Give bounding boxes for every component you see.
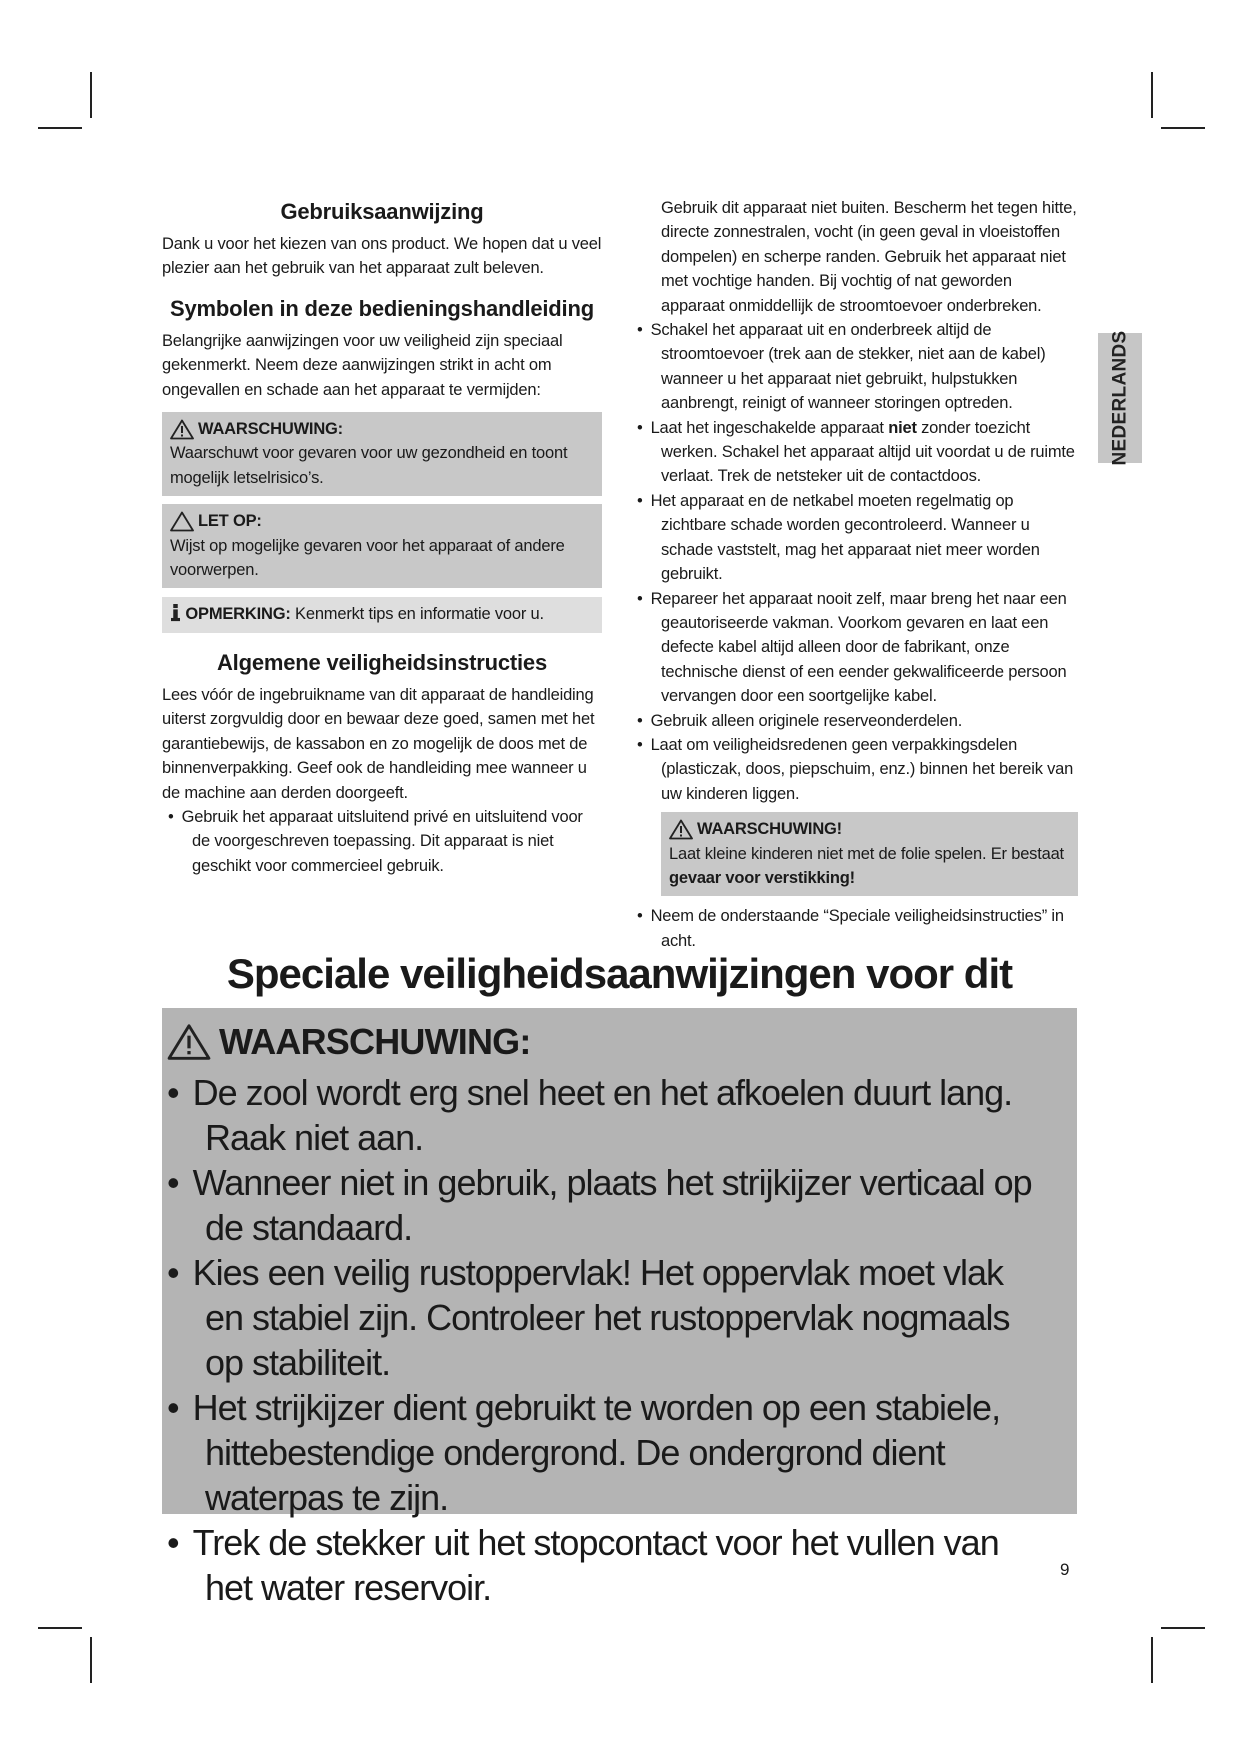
list-item: • Het apparaat en de netkabel moeten regelmatig op zichtbare schade worden gecontroleerd. Wanneer u schade vaststelt, mag het apparaat niet meer worden gebruikt. (631, 489, 1078, 587)
warning-box-right-text-bold: gevaar voor verstikking! (669, 868, 855, 887)
note-box-title: OPMERKING: (185, 605, 291, 624)
warning-triangle-icon (170, 511, 194, 532)
warning-box-title (170, 417, 594, 441)
heading-algemene: Algemene veiligheidsinstructies (216, 649, 548, 675)
language-tab-label: NEDERLANDS (1109, 330, 1131, 466)
special-warning-title-text: WAARSCHUWING: (219, 1021, 531, 1062)
crop-mark (1151, 1637, 1153, 1683)
warning-triangle-icon (167, 1023, 211, 1061)
caution-box-text: Wijst op mogelijke gevaren voor het apparaat of andere voorwerpen. (170, 536, 565, 580)
special-warning-title (167, 1016, 1047, 1068)
warning-box-right-title-text: WAARSCHUWING! (697, 820, 842, 839)
caution-box-title (170, 509, 594, 533)
list-item: • Het strijkijzer dient gebruikt te worden op een stabiele, hittebestendige ondergrond. De ondergrond dient waterpas te zijn. (167, 1385, 1047, 1520)
note-box-text: Kenmerkt tips en informatie voor u. (295, 605, 544, 624)
heading-symbolen: Symbolen in deze bedieningshandleiding (170, 295, 594, 321)
warning-box-right-text (669, 842, 1070, 891)
special-title: Speciale veiligheidsaanwijzingen voor dit (226, 950, 1013, 997)
crop-mark (38, 127, 82, 129)
warning-box-text: Waarschuwt voor gevaren voor uw gezondheid en toont mogelijk letselrisico’s. (170, 444, 568, 487)
special-warning-box (162, 1008, 1077, 1608)
warning-box-right (661, 812, 1078, 896)
left-bullet-list (162, 805, 602, 878)
right-column (631, 196, 1078, 953)
crop-mark (1151, 72, 1153, 118)
caution-box (162, 504, 602, 588)
crop-mark (90, 1637, 92, 1683)
list-item: • Wanneer niet in gebruik, plaats het strijkijzer verticaal op de standaard. (167, 1160, 1047, 1250)
crop-mark (1161, 127, 1205, 129)
list-item: • Trek de stekker uit het stopcontact voor het vullen van het water reservoir. (167, 1520, 1047, 1610)
language-tab (1098, 330, 1142, 466)
symbols-intro-text: Belangrijke aanwijzingen voor uw veiligheid zijn speciaal gekenmerkt. Neem deze aanwijzingen strikt in acht om ongevallen en schade aan het apparaat te vermijden: (162, 331, 563, 399)
continued-text: Gebruik dit apparaat niet buiten. Bescherm het tegen hitte, directe zonnestralen, vocht (in geen geval in vloeistoffen dompelen) en scherpe randen. Gebruik het apparaat niet met vochtige handen. Bij vochtig of nat geworden apparaat onmiddellijk de stroomtoevoer onderbreken. (661, 199, 1077, 315)
list-item-text: zonder toezicht werken. Schakel het apparaat altijd uit voordat u de ruimte verlaat. Trek de netsteker uit de contactdoos. (661, 418, 1075, 486)
list-item: • Schakel het apparaat uit en onderbreek altijd de stroomtoevoer (trek aan de stekker, niet aan de kabel) wanneer u het apparaat niet gebruikt, hulpstukken aanbrengt, reinigt of wanneer storingen optreden. (631, 318, 1078, 416)
left-column (162, 198, 602, 878)
warning-box-right-title (669, 817, 1070, 841)
list-item-bold: niet (888, 418, 917, 437)
page-number: 9 (1060, 1560, 1070, 1579)
list-item (631, 416, 1078, 489)
info-icon (170, 604, 181, 622)
note-box (162, 597, 602, 632)
list-item: • Neem de onderstaande “Speciale veiligheidsinstructies” in acht. (631, 904, 1078, 953)
list-item: • Repareer het apparaat nooit zelf, maar breng het naar een geautoriseerde vakman. Voorkom gevaren en laat een defecte kabel altijd alleen door de fabrikant, onze technische dienst of een eender gekwalificeerde persoon vervangen door een soortgelijke kabel. (631, 587, 1078, 709)
right-bullet-list-1 (631, 318, 1078, 806)
list-item: • Kies een veilig rustoppervlak! Het oppervlak moet vlak en stabiel zijn. Controleer het rustoppervlak nogmaals op stabiliteit. (167, 1250, 1047, 1385)
heading-gebruiksaanwijzing: Gebruiksaanwijzing (280, 199, 484, 224)
warning-box-title-text: WAARSCHUWING: (198, 420, 343, 439)
warning-box-right-text-plain: Laat kleine kinderen niet met de folie spelen. Er bestaat (669, 844, 1064, 863)
list-item: • Laat om veiligheidsredenen geen verpakkingsdelen (plasticzak, doos, piepschuim, enz.) binnen het bereik van uw kinderen liggen. (631, 733, 1078, 806)
special-bullet-list (167, 1070, 1047, 1610)
caution-box-title-text: LET OP: (198, 512, 262, 531)
crop-mark (1161, 1627, 1205, 1629)
warning-box (162, 412, 602, 496)
crop-mark (90, 72, 92, 118)
general-intro-text: Lees vóór de ingebruikname van dit apparaat de handleiding uiterst zorgvuldig door en bewaar deze goed, samen met het garantiebewijs, de kassabon en zo mogelijk de doos met de binnenverpakking. Geef ook de handleiding mee wanneer u de machine aan derden doorgeeft. (162, 685, 595, 802)
list-item: • Gebruik het apparaat uitsluitend privé en uitsluitend voor de voorgeschreven toepassing. Dit apparaat is niet geschikt voor commercieel gebruik. (162, 805, 602, 878)
list-item: • De zool wordt erg snel heet en het afkoelen duurt lang. Raak niet aan. (167, 1070, 1047, 1160)
warning-triangle-icon (170, 419, 194, 440)
intro-text: Dank u voor het kiezen van ons product. We hopen dat u veel plezier aan het gebruik van het apparaat zult beleven. (162, 235, 602, 278)
list-item-text: Laat het ingeschakelde apparaat (650, 418, 889, 437)
warning-triangle-icon (669, 819, 693, 840)
crop-mark (38, 1627, 82, 1629)
right-bullet-list-2 (631, 904, 1078, 953)
list-item: • Gebruik alleen originele reserveonderdelen. (631, 709, 1078, 733)
